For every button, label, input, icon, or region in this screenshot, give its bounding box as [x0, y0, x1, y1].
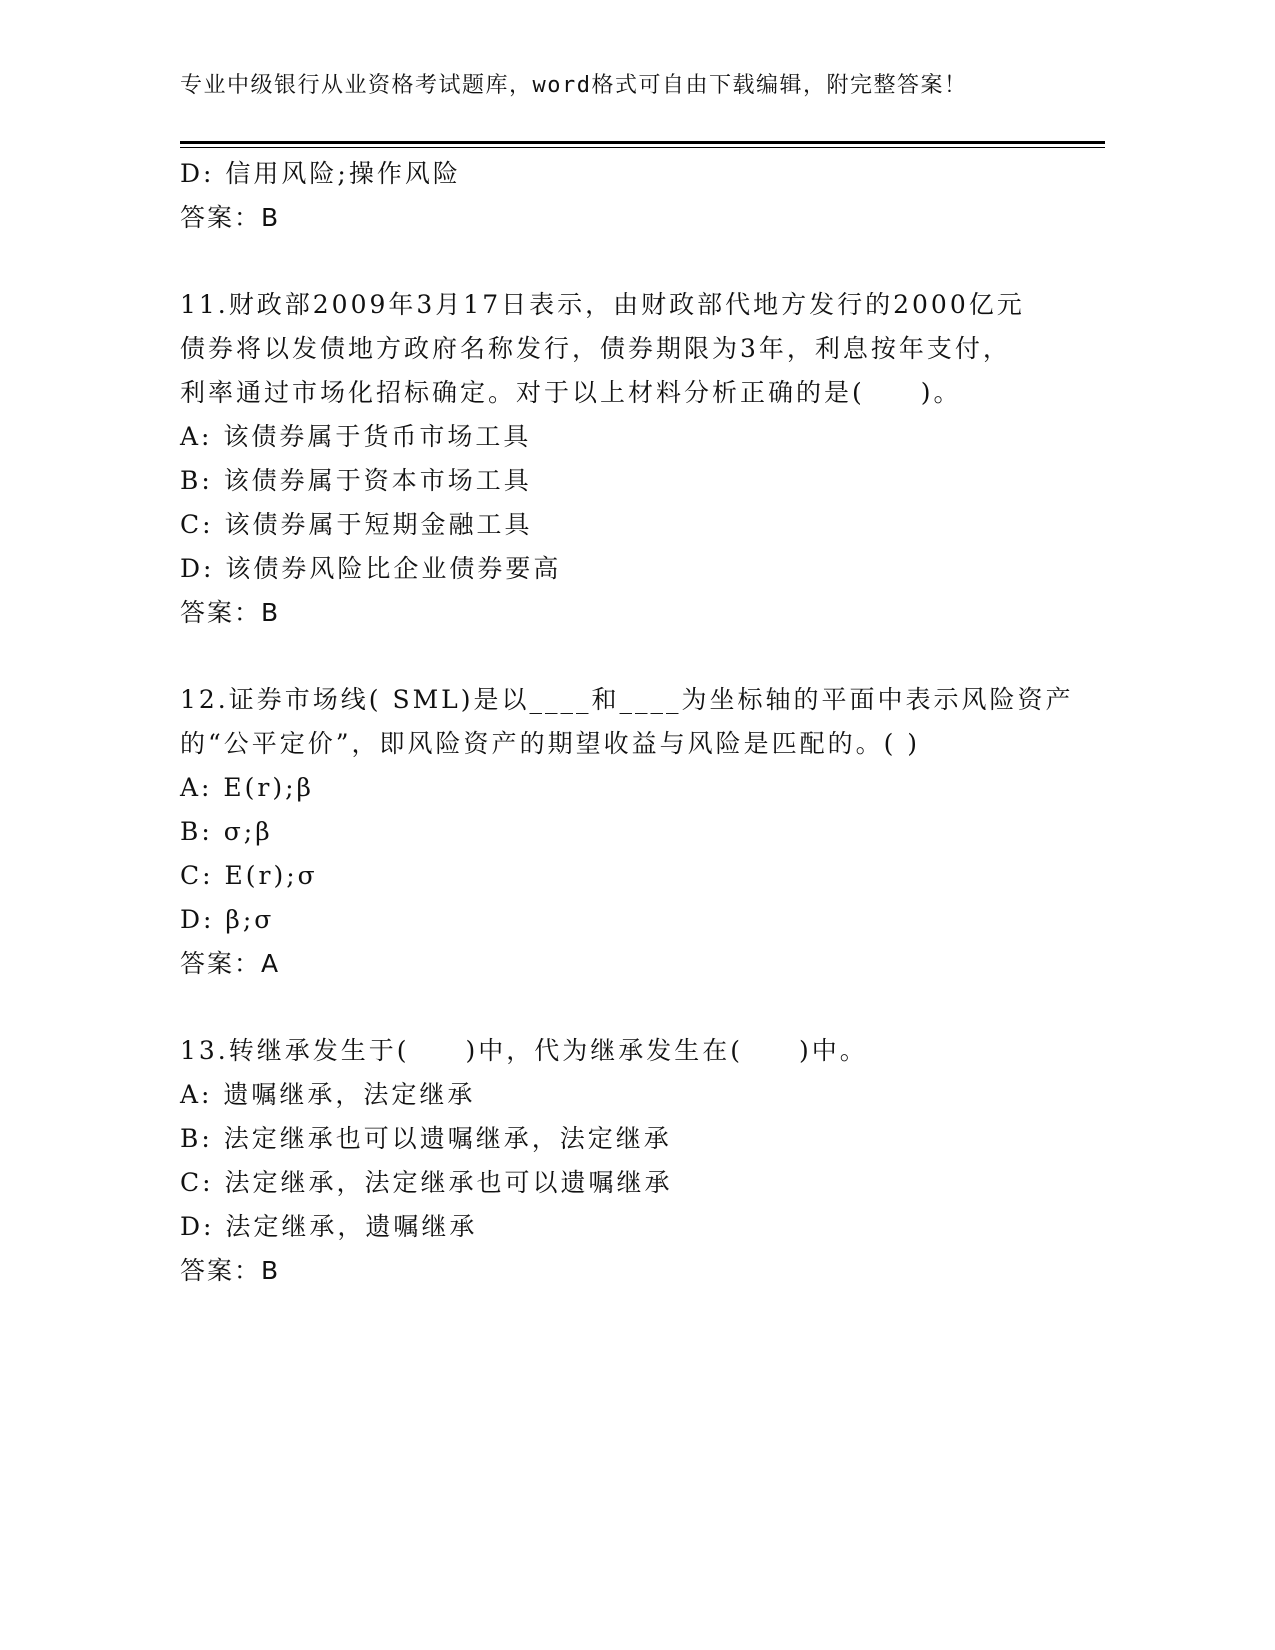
- question-stem-line: 12.证券市场线( SML)是以____和____为坐标轴的平面中表示风险资产: [180, 685, 1074, 714]
- question-12: [180, 678, 1080, 986]
- option-c: C: 法定继承，法定继承也可以遗嘱继承: [180, 1168, 673, 1197]
- header-rule-thick: [180, 141, 1105, 144]
- answer: 答案：A: [180, 949, 281, 978]
- option-b: B: 法定继承也可以遗嘱继承，法定继承: [180, 1124, 672, 1153]
- question-stem-line: 13.转继承发生于( )中，代为继承发生在( )中。: [180, 1036, 868, 1065]
- option-c: C: 该债券属于短期金融工具: [180, 510, 533, 539]
- spacer: [180, 635, 1080, 678]
- spacer: [180, 986, 1080, 1029]
- answer: 答案：B: [180, 203, 281, 232]
- header-rule-thin: [180, 147, 1105, 148]
- question-stem-line: 11.财政部2009年3月17日表示，由财政部代地方发行的2000亿元: [180, 290, 1025, 319]
- option-a: A: 该债券属于货币市场工具: [180, 422, 532, 451]
- page-header: 专业中级银行从业资格考试题库，word格式可自由下载编辑，附完整答案！: [180, 73, 968, 98]
- question-stem-line: 的“公平定价”，即风险资产的期望收益与风险是匹配的。( ): [180, 729, 921, 758]
- question-stem-line: 债券将以发债地方政府名称发行，债券期限为3年，利息按年支付，: [180, 334, 1011, 363]
- option-d: D: β;σ: [180, 905, 275, 934]
- question-stem-line: 利率通过市场化招标确定。对于以上材料分析正确的是( )。: [180, 378, 962, 407]
- option-a: A: E(r);β: [180, 773, 315, 802]
- question-13: [180, 1029, 1080, 1293]
- spacer: [180, 240, 1080, 283]
- option-b: B: σ;β: [180, 817, 273, 846]
- option-d: D: 该债券风险比企业债券要高: [180, 554, 562, 583]
- option-d: D: 信用风险;操作风险: [180, 159, 461, 188]
- option-d: D: 法定继承，遗嘱继承: [180, 1212, 478, 1241]
- option-c: C: E(r);σ: [180, 861, 318, 890]
- answer: 答案：B: [180, 598, 281, 627]
- option-b: B: 该债券属于资本市场工具: [180, 466, 532, 495]
- document-body: [180, 152, 1080, 1293]
- option-a: A: 遗嘱继承，法定继承: [180, 1080, 476, 1109]
- question-11: [180, 283, 1080, 635]
- answer: 答案：B: [180, 1256, 281, 1285]
